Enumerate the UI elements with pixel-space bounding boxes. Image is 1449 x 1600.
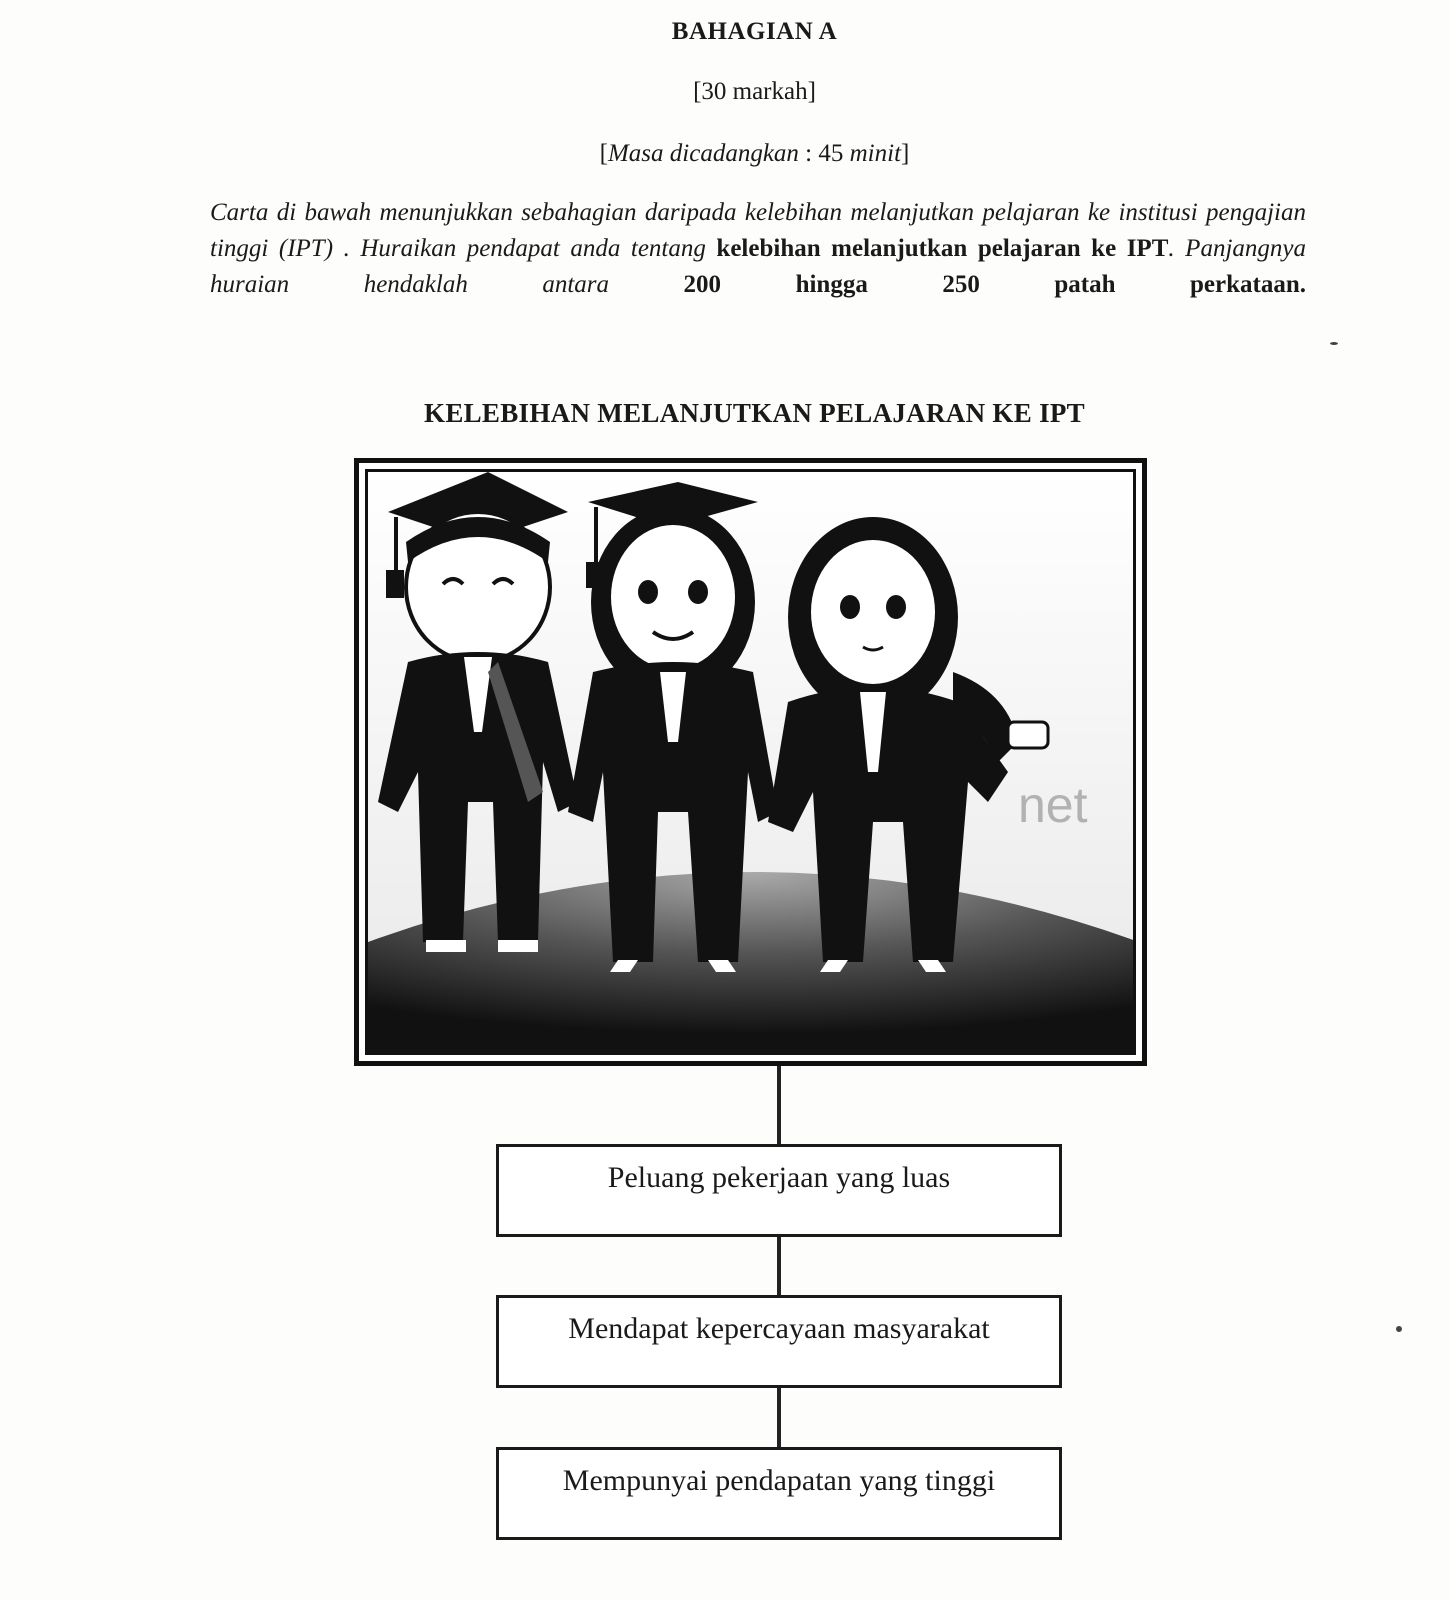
instructions-text-1: Carta di bawah menunjukkan sebahagian daripada kelebihan melanjutkan pelajaran ke institusi pengajian tinggi (IPT) . Huraikan pendapat anda tentang <box>210 199 1306 262</box>
time-unit: minit <box>849 140 902 167</box>
graduates-illustration <box>368 472 1136 1052</box>
connector-line <box>777 1066 781 1144</box>
connector-line <box>777 1388 781 1447</box>
scan-speck <box>1396 1326 1402 1332</box>
marks-label: [30 markah] <box>693 78 816 105</box>
section-title: BAHAGIAN A <box>671 18 838 45</box>
advantage-box-2: Mendapat kepercayaan masyarakat <box>496 1295 1062 1388</box>
instructions-topic: kelebihan melanjutkan pelajaran ke IPT <box>716 235 1169 262</box>
scan-speck <box>1330 342 1338 345</box>
instructions-text-2: . Panjangnya huraian hendaklah antara <box>210 235 1306 298</box>
graduates-image <box>354 458 1147 1066</box>
image-watermark: net <box>1018 777 1088 833</box>
question-instructions <box>210 195 1306 303</box>
connector-line <box>777 1237 781 1295</box>
time-value: : 45 <box>798 140 850 167</box>
time-label: Masa dicadangkan <box>607 140 799 167</box>
time-close: ] <box>901 140 910 167</box>
time-open: [ <box>599 140 608 167</box>
suggested-time <box>0 140 1449 168</box>
advantage-box-3: Mempunyai pendapatan yang tinggi <box>496 1447 1062 1540</box>
chart-title: KELEBIHAN MELANJUTKAN PELAJARAN KE IPT <box>424 398 1085 428</box>
advantage-box-1: Peluang pekerjaan yang luas <box>496 1144 1062 1237</box>
instructions-word-count: 200 hingga 250 patah perkataan. <box>683 271 1306 298</box>
